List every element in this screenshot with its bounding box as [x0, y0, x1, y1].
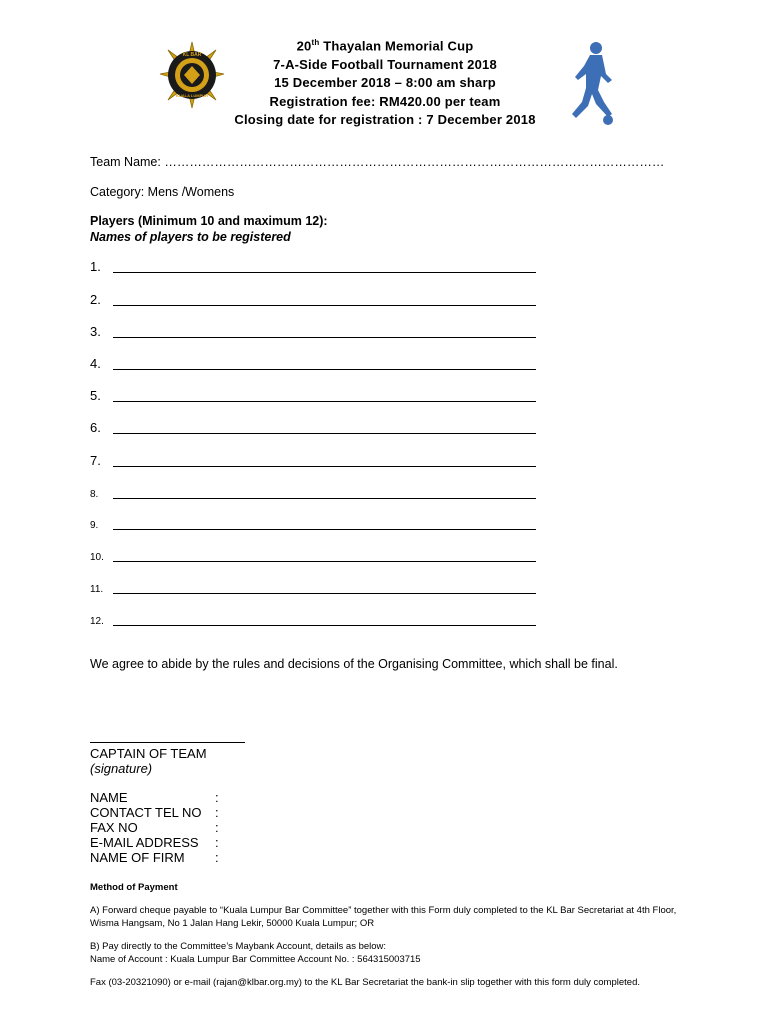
captain-label: CAPTAIN OF TEAM: [90, 746, 207, 761]
player-number: 6.: [90, 420, 101, 435]
player-name-input[interactable]: [113, 529, 536, 530]
player-number: 12.: [90, 616, 104, 627]
player-name-input[interactable]: [113, 433, 536, 434]
player-row: [90, 450, 550, 470]
agreement-text: We agree to abide by the rules and decisions of the Organising Committee, which shall be final.: [90, 657, 618, 671]
player-row: [90, 289, 550, 309]
player-number: 3.: [90, 324, 101, 339]
logo-bottom-text: KUALA LUMPUR: [175, 93, 209, 98]
players-subheading: Names of players to be registered: [90, 230, 291, 244]
player-number: 11.: [90, 584, 104, 595]
detail-label: E-MAIL ADDRESS: [90, 835, 199, 850]
player-name-input[interactable]: [113, 337, 536, 338]
tournament-line: 7-A-Side Football Tournament 2018: [273, 56, 497, 72]
player-name-input[interactable]: [113, 272, 536, 273]
player-number: 8.: [90, 489, 99, 500]
player-row: [90, 482, 550, 502]
player-row: [90, 513, 550, 533]
payment-heading: Method of Payment: [90, 882, 178, 893]
player-row: [90, 321, 550, 341]
player-number: 1.: [90, 259, 101, 274]
detail-colon: :: [215, 805, 219, 820]
player-name-input[interactable]: [113, 369, 536, 370]
detail-row[interactable]: [90, 805, 219, 820]
player-number: 10.: [90, 552, 104, 563]
payment-option-b-line1: B) Pay directly to the Committee’s Maybank Account, details as below:: [90, 941, 387, 952]
team-name-field[interactable]: Team Name: …………………………………………………………………………………………………………: [90, 155, 665, 169]
detail-row[interactable]: [90, 820, 219, 835]
players-heading: Players (Minimum 10 and maximum 12):: [90, 214, 328, 228]
captain-block: [90, 746, 207, 776]
player-name-input[interactable]: [113, 593, 536, 594]
fax-note: Fax (03-20321090) or e-mail (rajan@klbar.org.my) to the KL Bar Secretariat the bank-in slip together with this form duly completed.: [90, 977, 640, 988]
closing-date-line: Closing date for registration : 7 December 2018: [234, 112, 536, 128]
player-row: [90, 256, 550, 276]
player-number: 5.: [90, 388, 101, 403]
date-line: 15 December 2018 – 8:00 am sharp: [274, 75, 496, 91]
player-row: [90, 385, 550, 405]
detail-colon: :: [215, 790, 219, 805]
detail-label: CONTACT TEL NO: [90, 805, 202, 820]
title-line: 20th Thayalan Memorial Cup: [296, 38, 474, 54]
player-row: [90, 353, 550, 373]
detail-row[interactable]: [90, 850, 219, 865]
detail-colon: :: [215, 820, 219, 835]
detail-label: NAME OF FIRM: [90, 850, 185, 865]
detail-row[interactable]: [90, 790, 219, 805]
player-row: [90, 577, 550, 597]
player-number: 2.: [90, 292, 101, 307]
player-number: 4.: [90, 356, 101, 371]
player-number: 9.: [90, 520, 99, 531]
fee-line: Registration fee: RM420.00 per team: [269, 93, 501, 109]
detail-row[interactable]: [90, 835, 219, 850]
player-number: 7.: [90, 453, 101, 468]
player-row: [90, 417, 550, 437]
detail-colon: :: [215, 850, 219, 865]
detail-colon: :: [215, 835, 219, 850]
detail-label: NAME: [90, 790, 128, 805]
player-name-input[interactable]: [113, 466, 536, 467]
detail-label: FAX NO: [90, 820, 138, 835]
captain-details: [90, 790, 219, 865]
player-row: [90, 545, 550, 565]
payment-option-b-line2: Name of Account : Kuala Lumpur Bar Committee Account No. : 564315003715: [90, 954, 421, 965]
player-name-input[interactable]: [113, 401, 536, 402]
player-name-input[interactable]: [113, 625, 536, 626]
player-name-input[interactable]: [113, 305, 536, 306]
document-header: [200, 34, 570, 130]
signature-label: (signature): [90, 761, 153, 776]
logo-top-text: KL BAR: [182, 52, 202, 58]
payment-option-a: A) Forward cheque payable to “Kuala Lumpur Bar Committee” together with this Form duly completed to the KL Bar Secretariat at 4th Floor, Wisma Hangsam, No 1 Jalan Hang Lekir, 50000 Kuala Lumpur; OR: [90, 905, 677, 929]
category-field[interactable]: Category: Mens /Womens: [90, 185, 235, 199]
signature-line[interactable]: [90, 742, 245, 743]
footballer-icon: [568, 40, 620, 128]
player-name-input[interactable]: [113, 561, 536, 562]
player-row: [90, 609, 550, 629]
player-name-input[interactable]: [113, 498, 536, 499]
